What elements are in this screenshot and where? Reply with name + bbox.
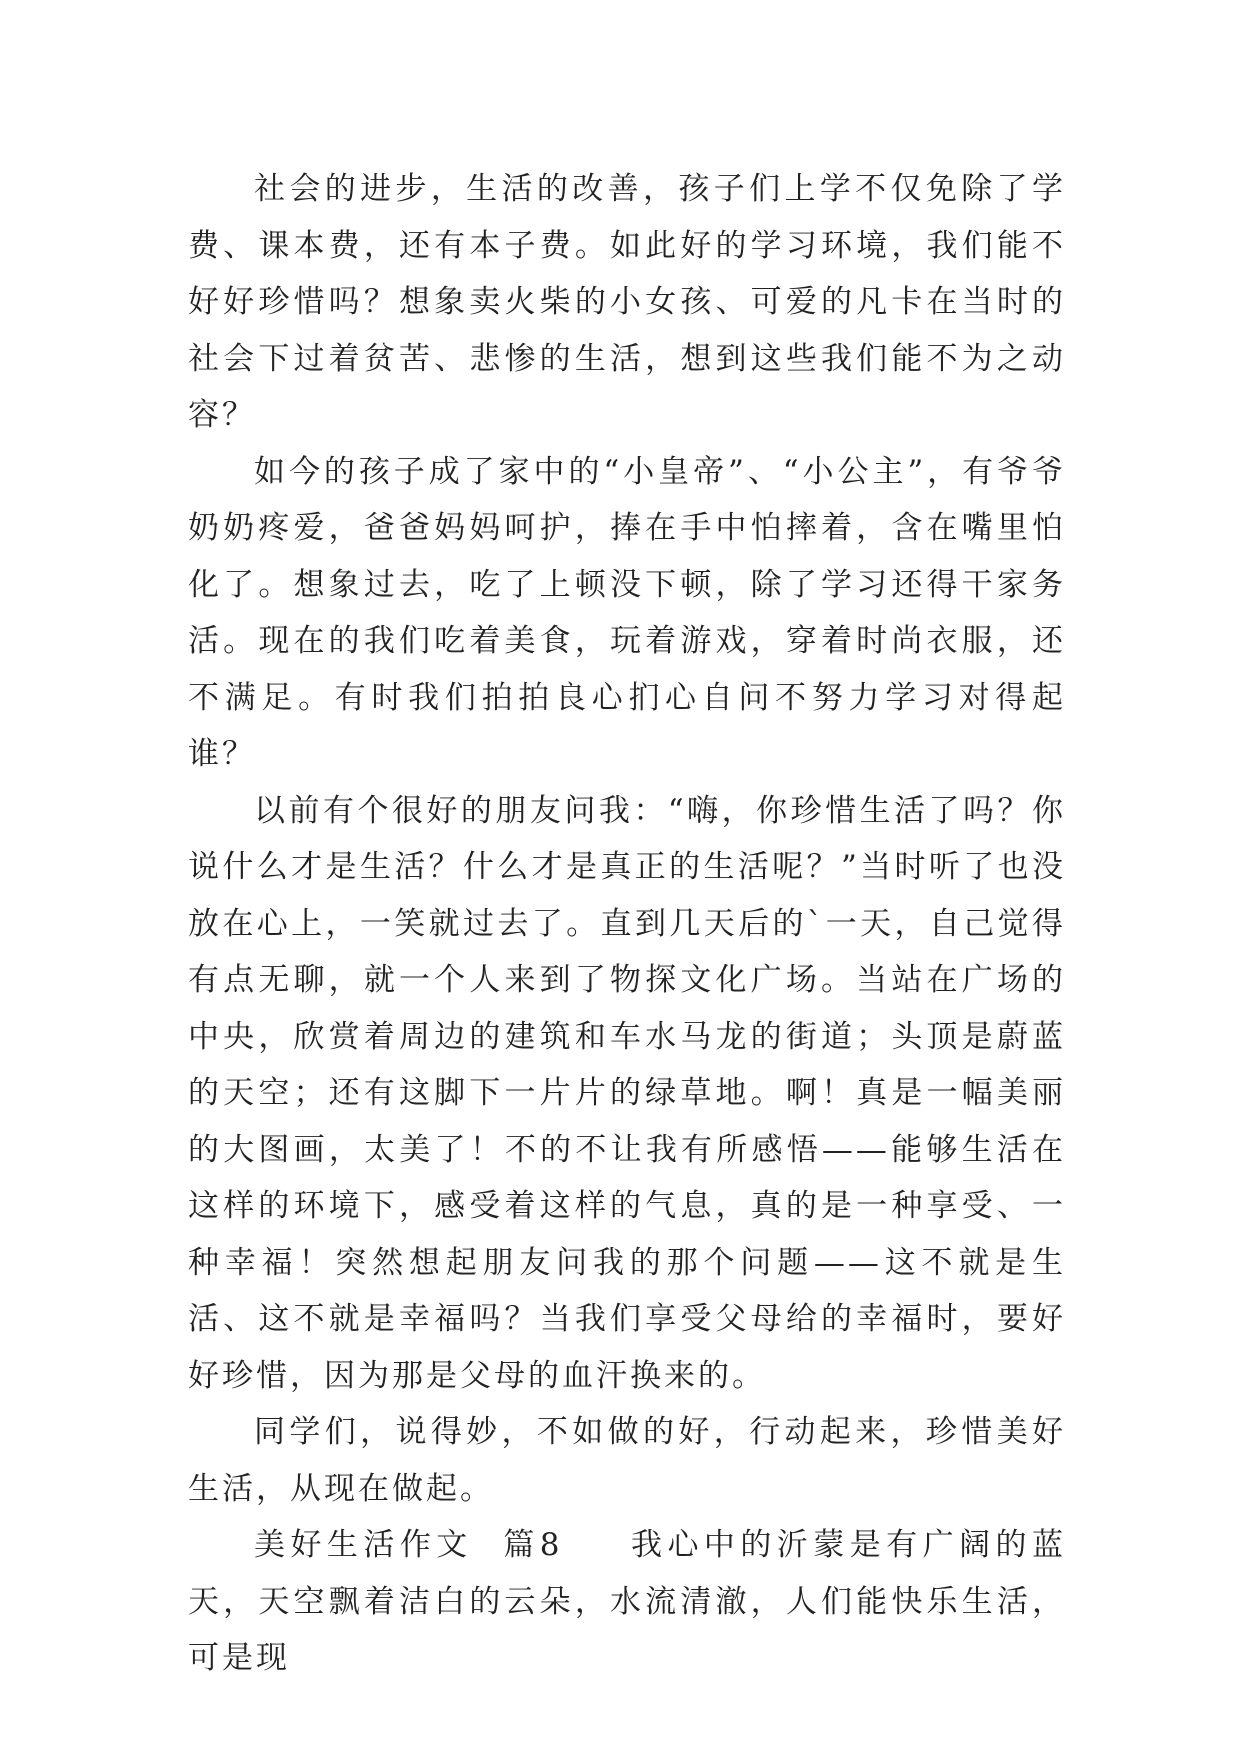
paragraph-4: 同学们，说得妙，不如做的好，行动起来，珍惜美好生活，从现在做起。 [188, 1414, 1066, 1507]
section-heading: 美好生活作文 篇8 [254, 1527, 563, 1563]
document-body [188, 161, 1066, 1687]
paragraph-3: 以前有个很好的朋友问我：“嗨，你珍惜生活了吗？你说什么才是生活？什么才是真正的生活呢？”当时听了也没放在心上，一笑就过去了。直到几天后的`一天，自己觉得有点无聊，就一个人来到了物探文化广场。当站在广场的中央，欣赏着周边的建筑和车水马龙的街道；头顶是蔚蓝的天空；还有这脚下一片片的绿草地。啊！真是一幅美丽的大图画，太美了！不的不让我有所感悟——能够生活在这样的环境下，感受着这样的气息，真的是一种享受、一种幸福！突然想起朋友问我的那个问题——这不就是生活、这不就是幸福吗？当我们享受父母给的幸福时，要好好珍惜，因为那是父母的血汗换来的。 [188, 792, 1066, 1394]
paragraph-2: 如今的孩子成了家中的“小皇帝”、“小公主”，有爷爷奶奶疼爱，爸爸妈妈呵护，捧在手中怕摔着，含在嘴里怕化了。想象过去，吃了上顿没下顿，除了学习还得干家务活。现在的我们吃着美食，玩着游戏，穿着时尚衣服，还不满足。有时我们拍拍良心扪心自问不努力学习对得起谁？ [188, 453, 1066, 772]
section-text: 我心中的沂蒙是有广阔的蓝天，天空飘着洁白的云朵，水流清澈，人们能快乐生活，可是现 [188, 1527, 1066, 1676]
paragraph-1: 社会的进步，生活的改善，孩子们上学不仅免除了学费、课本费，还有本子费。如此好的学习环境，我们能不好好珍惜吗？想象卖火柴的小女孩、可爱的凡卡在当时的社会下过着贫苦、悲惨的生活，想到这些我们能不为之动容？ [188, 171, 1066, 433]
section-paragraph [188, 1517, 1066, 1687]
